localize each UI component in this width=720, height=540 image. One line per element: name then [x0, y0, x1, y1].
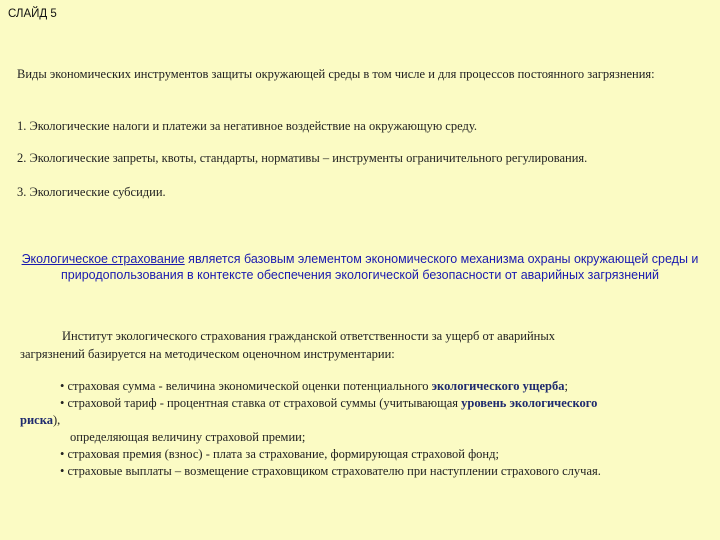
bullet-tariff-continued: определяющая величину страховой премии;: [70, 430, 306, 444]
institute-paragraph: [20, 327, 710, 363]
highlight-term: экологического ущерба: [431, 379, 565, 393]
methodology-list: [20, 378, 710, 480]
bullet-text: ;: [564, 379, 568, 393]
bullet-tariff: [20, 395, 710, 412]
highlight-term: риска: [20, 413, 53, 427]
bullet-text: • страховая сумма - величина экономической оценки потенциального: [60, 379, 432, 393]
institute-line: загрязнений базируется на методическом оценочном инструментарии:: [20, 347, 395, 361]
bullet-insured-sum: [20, 378, 710, 395]
insurance-definition: [20, 251, 700, 283]
list-item: 3. Экологические субсидии.: [17, 185, 166, 199]
intro-paragraph: Виды экономических инструментов защиты окружающей среды в том числе и для процессов постоянного загрязнения:: [17, 67, 655, 81]
slide-label: СЛАЙД 5: [8, 8, 57, 20]
list-item: 1. Экологические налоги и платежи за негативное воздействие на окружающую среду.: [17, 119, 477, 133]
bullet-payouts: • страховые выплаты – возмещение страховщиком страхователю при наступлении страхового случая.: [60, 464, 601, 478]
bullet-tariff-continued: [20, 412, 710, 429]
bullet-text: ),: [52, 413, 61, 427]
insurance-definition-text: является базовым элементом экономического механизма охраны окружающей среды и природопользования в контексте обеспечения экологической безопасности от аварийных загрязнений: [61, 252, 699, 282]
bullet-premium: • страховая премия (взнос) - плата за страхование, формирующая страховой фонд;: [60, 447, 499, 461]
institute-line: Институт экологического страхования гражданской ответственности за ущерб от аварийных: [62, 329, 555, 343]
bullet-text: • страховой тариф - процентная ставка от страховой суммы (учитывающая: [60, 396, 462, 410]
list-item: 2. Экологические запреты, квоты, стандарты, нормативы – инструменты ограничительного регулирования.: [17, 151, 588, 165]
highlight-term: уровень экологического: [461, 396, 598, 410]
insurance-link[interactable]: Экологическое страхование: [21, 252, 185, 266]
